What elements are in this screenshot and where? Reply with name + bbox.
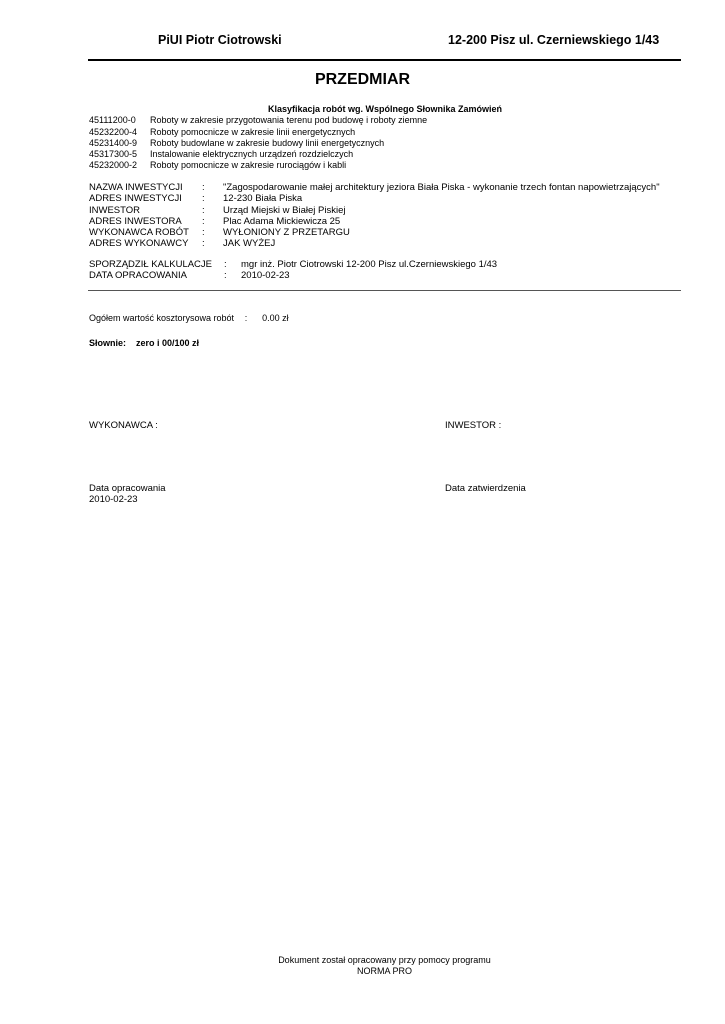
- info-separator: :: [202, 205, 205, 216]
- prepared-label: SPORZĄDZIŁ KALKULACJE: [89, 259, 213, 270]
- info-value: JAK WYŻEJ: [223, 238, 276, 249]
- classification-code: 45232000-2: [89, 160, 138, 170]
- header-divider: [88, 59, 681, 61]
- classification-desc: Roboty pomocnicze w zakresie linii energetycznych: [150, 127, 356, 137]
- total-label: Ogółem wartość kosztorysowa robót: [89, 313, 235, 323]
- classification-item: [89, 115, 427, 125]
- info-row: [89, 205, 345, 216]
- footer-line-2: NORMA PRO: [356, 966, 412, 976]
- info-separator: :: [202, 216, 205, 227]
- section-divider: [88, 290, 681, 291]
- classification-code: 45111200-0: [89, 115, 136, 125]
- info-separator: :: [202, 182, 205, 193]
- total-separator: :: [244, 313, 248, 323]
- prepared-separator: :: [224, 270, 227, 281]
- footer-line-1: Dokument został opracowany przy pomocy programu: [278, 955, 491, 965]
- info-row: [89, 238, 275, 249]
- classification-code: 45231400-9: [89, 138, 138, 148]
- info-label: ADRES INWESTORA: [89, 216, 182, 227]
- prepared-value: mgr inż. Piotr Ciotrowski 12-200 Pisz ul.Czerniewskiego 1/43: [241, 259, 498, 270]
- info-row: [89, 216, 340, 227]
- prepared-label: DATA OPRACOWANIA: [89, 270, 188, 281]
- info-row: [89, 193, 302, 204]
- info-value: WYŁONIONY Z PRZETARGU: [223, 227, 350, 238]
- prepared-row: [89, 259, 497, 270]
- classification-code: 45232200-4: [89, 127, 138, 137]
- classification-code: 45317300-5: [89, 149, 138, 159]
- contractor-signature-label: WYKONAWCA :: [89, 420, 158, 431]
- total-value: 0.00 zł: [262, 313, 289, 323]
- words-value: zero i 00/100 zł: [136, 338, 200, 348]
- info-row: [89, 182, 660, 193]
- classification-desc: Roboty budowlane w zakresie budowy linii energetycznych: [150, 138, 385, 148]
- info-label: INWESTOR: [89, 205, 141, 216]
- page-title: PRZEDMIAR: [314, 71, 411, 88]
- classification-item: [89, 138, 384, 148]
- total-row: [89, 313, 289, 323]
- info-value: Plac Adama Mickiewicza 25: [223, 216, 341, 227]
- classification-desc: Instalowanie elektrycznych urządzeń rozdzielczych: [150, 149, 354, 159]
- words-label: Słownie:: [89, 338, 127, 348]
- prepared-value: 2010-02-23: [241, 270, 290, 281]
- info-separator: :: [202, 193, 205, 204]
- classification-item: [89, 149, 353, 159]
- info-row: [89, 227, 350, 238]
- classification-item: [89, 160, 346, 170]
- prepared-separator: :: [224, 259, 227, 270]
- company-name: PiUI Piotr Ciotrowski: [158, 33, 282, 47]
- info-value: Urząd Miejski w Białej Piskiej: [223, 205, 346, 216]
- prepared-row: [89, 270, 290, 281]
- prep-date-value: 2010-02-23: [89, 494, 138, 505]
- info-value: 12-230 Biała Piska: [223, 193, 303, 204]
- classification-desc: Roboty w zakresie przygotowania terenu pod budowę i roboty ziemne: [150, 115, 428, 125]
- company-address: 12-200 Pisz ul. Czerniewskiego 1/43: [448, 33, 660, 47]
- info-label: ADRES WYKONAWCY: [89, 238, 189, 249]
- investor-signature-label: INWESTOR :: [445, 420, 502, 431]
- classification-heading: Klasyfikacja robót wg. Wspólnego Słownika Zamówień: [267, 104, 503, 114]
- info-label: ADRES INWESTYCJI: [89, 193, 182, 204]
- approval-date-label: Data zatwierdzenia: [445, 483, 526, 494]
- info-separator: :: [202, 238, 205, 249]
- info-label: NAZWA INWESTYCJI: [89, 182, 183, 193]
- info-separator: :: [202, 227, 205, 238]
- classification-desc: Roboty pomocnicze w zakresie rurociągów i kabli: [150, 160, 347, 170]
- classification-item: [89, 127, 355, 137]
- words-row: [89, 338, 199, 348]
- prep-date-label: Data opracowania: [89, 483, 166, 494]
- info-value: "Zagospodarowanie małej architektury jeziora Biała Piska - wykonanie trzech fontan napowietrzających": [223, 182, 660, 193]
- info-label: WYKONAWCA ROBÓT: [89, 227, 189, 238]
